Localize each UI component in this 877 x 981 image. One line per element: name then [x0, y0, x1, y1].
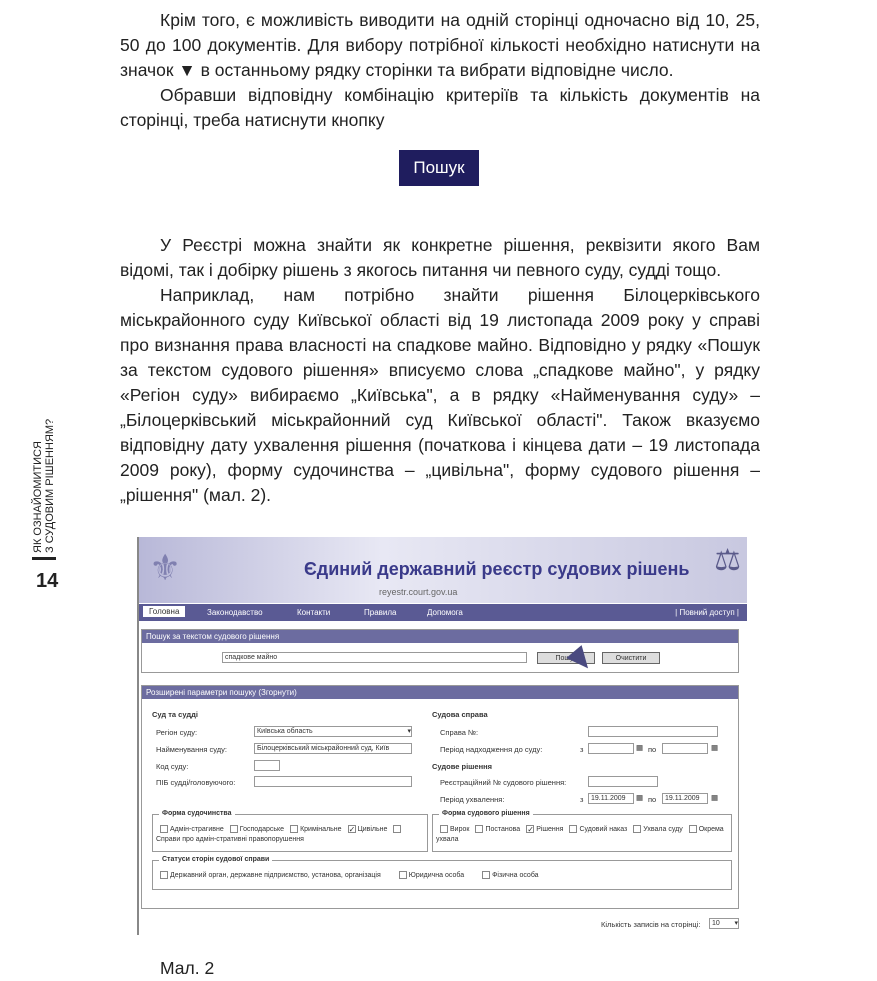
trident-icon: ⚜	[149, 547, 182, 588]
section-title	[32, 400, 56, 560]
page-number: 14	[36, 570, 59, 592]
period-label: Період ухвалення:	[440, 795, 505, 804]
checkbox-label: Ухвала суду	[643, 826, 683, 833]
checkbox-label: Окрема ухвала	[436, 826, 724, 843]
reg-no-input[interactable]	[588, 776, 658, 787]
checkbox-label: Адмін-страгивне	[170, 826, 224, 833]
region-select[interactable]	[254, 726, 412, 737]
checkbox-option[interactable]	[478, 872, 538, 879]
court-name-label: Найменування суду:	[156, 745, 227, 754]
tab-contacts[interactable]: Контакти	[297, 608, 331, 617]
checkbox-option[interactable]	[471, 826, 520, 833]
to-label: по	[648, 745, 657, 754]
case-no-label: Справа №:	[440, 728, 479, 737]
figure-caption: Мал. 2	[160, 958, 215, 978]
period-in-to[interactable]	[662, 743, 708, 754]
checkbox-label: Юридична особа	[408, 872, 465, 879]
from-label: з	[580, 795, 584, 804]
section-title-line: ЯК ОЗНАЙОМИТИСЯ	[32, 441, 44, 553]
checkbox-option[interactable]	[344, 826, 388, 833]
checkbox[interactable]	[230, 825, 238, 833]
status-title: Статуси сторін судової справи	[159, 856, 272, 863]
checkbox-label: Постанова	[485, 826, 521, 833]
search-input[interactable]: спадкове майно	[222, 652, 527, 663]
search-button-illustration: Пошук	[399, 150, 479, 186]
period-in-label: Період надходження до суду:	[440, 745, 543, 754]
checkbox[interactable]	[290, 825, 298, 833]
court-title: Суд та судді	[152, 710, 198, 719]
advanced-header[interactable]: Розширені параметри пошуку (Згорнути)	[142, 686, 738, 699]
checkbox[interactable]	[160, 825, 168, 833]
proceeding-options	[156, 825, 424, 845]
per-page-select[interactable]	[709, 918, 739, 929]
search-header: Пошук за текстом судового рішення	[142, 630, 738, 643]
checkbox[interactable]	[440, 825, 448, 833]
checkbox-option[interactable]	[286, 826, 342, 833]
case-title: Судова справа	[432, 710, 488, 719]
checkbox-label: Кримінальне	[300, 826, 342, 833]
court-name-value: Білоцерківський міськрайонний суд, Київ	[257, 745, 390, 752]
paragraph: У Реєстрі можна знайти як конкретне рішення, реквізити якого Вам відомі, так і добірку рішень з якогось питання чи певного суду, судді тощо.	[120, 235, 760, 280]
checkbox[interactable]	[482, 871, 490, 879]
checkbox[interactable]	[569, 825, 577, 833]
chevron-down-icon: ▾	[407, 728, 411, 735]
checkbox[interactable]	[475, 825, 483, 833]
period-in-from[interactable]	[588, 743, 634, 754]
code-label: Код суду:	[156, 762, 189, 771]
checkbox[interactable]	[633, 825, 641, 833]
full-access-link[interactable]: | Повний доступ |	[675, 608, 739, 617]
checkbox-option[interactable]	[226, 826, 284, 833]
paragraph: Обравши відповідну комбінацію критеріїв та кількість документів на сторінці, треба натиснути кнопку	[120, 85, 760, 130]
court-name-select[interactable]	[254, 743, 412, 754]
site-url: reyestr.court.gov.ua	[379, 587, 458, 597]
checkbox[interactable]	[689, 825, 697, 833]
region-value: Київська область	[257, 728, 313, 735]
section-title-line: З СУДОВИМ РІШЕННЯМ?	[44, 418, 56, 553]
checkbox-label: Вирок	[450, 826, 470, 833]
search-section	[141, 629, 739, 673]
checkbox-option[interactable]	[522, 826, 563, 833]
reg-no-label: Реєстраційний № судового рішення:	[440, 778, 567, 787]
site-title: Єдиний державний реєстр судових рішень	[304, 559, 690, 579]
tab-help[interactable]: Допомога	[427, 608, 463, 617]
paragraph: Наприклад, нам потрібно знайти рішення Білоцерківського міськрайонного суду Київської області від 19 листопада 2009 року у справі про визнання права власності на спадкове майно. Відповідно у рядку «Пошук за текстом судового рішення» вписуємо слова „спадкове майно", у рядку «Регіон суду» вибираємо „Київська", а в рядку «Найменування суду» – „Білоцерківський міськрайонний суд Київської області". Також вказуємо відповідну дату ухвалення рішення (початкова і кінцева дати – 19 листопада 2009 року), форму судочинства – „цивільна", форму судового рішення – „рішення" (мал. 2).	[120, 285, 760, 505]
checkbox[interactable]	[393, 825, 401, 833]
proceeding-title: Форма судочинства	[159, 810, 235, 817]
status-fieldset	[152, 856, 732, 890]
checkbox-label: Цивільне	[357, 826, 388, 833]
chevron-down-icon: ▾	[734, 920, 738, 927]
checkbox[interactable]	[399, 871, 407, 879]
tab-home[interactable]: Головна	[143, 606, 185, 617]
status-options	[156, 871, 728, 881]
calendar-icon[interactable]: ▦	[636, 743, 644, 752]
per-page-label: Кількість записів на сторінці:	[601, 920, 701, 929]
form-title: Форма судового рішення	[439, 810, 533, 817]
checkbox-label: Справи про адмін-стративні правопорушення	[156, 836, 304, 843]
checkbox-label: Державний орган, державне підприємство, установа, організація	[170, 872, 381, 879]
calendar-icon[interactable]: ▦	[711, 793, 719, 802]
date-from-input[interactable]: 19.11.2009	[588, 793, 634, 804]
checkbox-label: Господарське	[239, 826, 285, 833]
form-options	[436, 825, 728, 845]
proceeding-fieldset	[152, 810, 428, 852]
region-label: Регіон суду:	[156, 728, 198, 737]
banner	[139, 537, 747, 603]
checkbox-option[interactable]	[629, 826, 682, 833]
per-page-value: 10	[712, 920, 720, 927]
registry-screenshot	[137, 537, 745, 935]
tab-rules[interactable]: Правила	[364, 608, 397, 617]
checkbox-option[interactable]	[436, 826, 469, 833]
checkbox[interactable]	[160, 871, 168, 879]
checkbox-label: Рішення	[536, 826, 564, 833]
nav-tabs	[139, 604, 747, 621]
to-label: по	[648, 795, 657, 804]
checkbox-option[interactable]	[565, 826, 627, 833]
judge-label: ПІБ судді/головуючого:	[156, 778, 236, 787]
checkbox-option[interactable]	[156, 872, 381, 879]
clear-button[interactable]: Очистити	[602, 652, 660, 664]
from-label: з	[580, 745, 584, 754]
checkbox[interactable]: ✓	[527, 825, 534, 835]
search-button[interactable]: Пошук	[537, 652, 595, 664]
calendar-icon[interactable]: ▦	[636, 793, 644, 802]
date-to-input[interactable]: 19.11.2009	[662, 793, 708, 804]
decision-title: Судове рішення	[432, 762, 493, 771]
paragraph: Крім того, є можливість виводити на одній сторінці одночасно від 10, 25, 50 до 100 документів. Для вибору потрібної кількості необхідно натиснути на значок ▼ в останньому рядку сторінки та вибрати відповідне число.	[120, 10, 760, 80]
case-no-input[interactable]	[588, 726, 718, 737]
gavel-icon: ⚖	[714, 544, 741, 577]
judge-input[interactable]	[254, 776, 412, 787]
checkbox-option[interactable]	[395, 872, 464, 879]
calendar-icon[interactable]: ▦	[711, 743, 719, 752]
tab-legislation[interactable]: Законодавство	[207, 608, 263, 617]
checkbox[interactable]: ✓	[348, 825, 356, 835]
form-fieldset	[432, 810, 732, 852]
checkbox-label: Фізична особа	[492, 872, 539, 879]
checkbox-option[interactable]	[156, 826, 224, 833]
code-input[interactable]	[254, 760, 280, 771]
advanced-section	[141, 685, 739, 909]
checkbox-label: Судовий наказ	[579, 826, 628, 833]
